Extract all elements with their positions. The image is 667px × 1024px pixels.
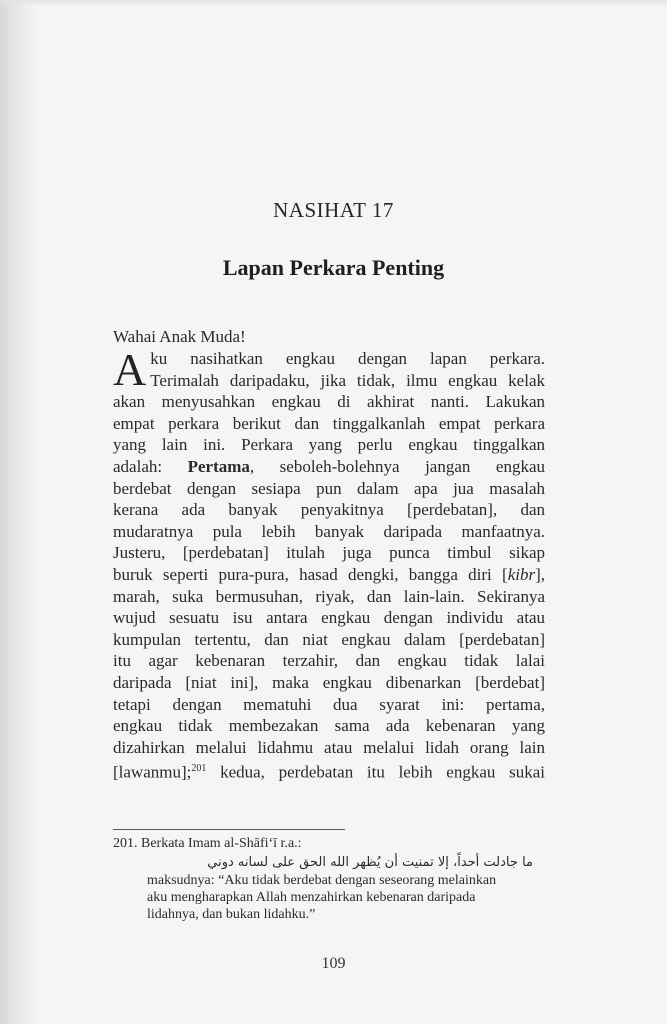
body-line	[113, 758, 545, 780]
body-line: yang lain ini. Perkara yang perlu engkau tinggalkan	[113, 435, 545, 455]
body-line: ku nasihatkan engkau dengan lapan perkara.	[150, 349, 545, 368]
page-number: 109	[321, 955, 346, 972]
body-line: wujud sesuatu isu antara engkau dengan individu atau	[113, 608, 545, 628]
body-line: mudaratnya pula lebih banyak daripada manfaatnya.	[113, 521, 545, 541]
page-gutter-shadow	[0, 0, 38, 1024]
body-line: marah, suka bermusuhan, riyak, dan lain-lain. Sekiranya	[113, 586, 545, 606]
greeting-line: Wahai Anak Muda!	[113, 327, 246, 346]
body-line: berdebat dengan sesiapa pun dalam apa jua masalah	[113, 478, 545, 498]
footnote-heading: 201. Berkata Imam al-Shāfi‘ī r.a.:	[113, 836, 302, 851]
body-paragraph	[113, 344, 545, 782]
footnote-line: maksudnya: “Aku tidak berdebat dengan seseorang melainkan	[147, 873, 497, 888]
emphasis-pertama: Pertama	[187, 456, 250, 476]
body-text-fragment: buruk seperti pura-pura, hasad dengki, bangga diri [	[113, 564, 508, 584]
page-top-edge	[0, 0, 667, 6]
body-text-fragment: [lawanmu];	[113, 762, 192, 782]
body-line: kumpulan tertentu, dan niat engkau dalam [perdebatan]	[113, 629, 545, 649]
footnote-divider	[113, 829, 345, 830]
body-line: Justeru, [perdebatan] itulah juga punca timbul sikap	[113, 543, 545, 563]
body-text-fragment: kedua, perdebatan itu lebih engkau sukai	[206, 762, 545, 782]
drop-cap: A	[113, 344, 147, 395]
footnote-line: lidahnya, dan bukan lidahku.”	[147, 907, 316, 922]
footnote	[113, 835, 545, 923]
body-line: daripada [niat ini], maka engkau dibenarkan [berdebat]	[113, 672, 545, 692]
section-title: Lapan Perkara Penting	[222, 255, 445, 280]
body-line: kerana ada banyak penyakitnya [perdebatan], dan	[113, 500, 545, 520]
body-line: dizahirkan melalui lidahmu atau melalui lidah orang lain	[113, 737, 545, 757]
body-line: engkau tidak membezakan sama ada kebenaran yang	[113, 716, 545, 736]
body-line: Terimalah daripadaku, jika tidak, ilmu engkau kelak	[150, 370, 545, 390]
term-kibr: kibr	[507, 564, 536, 584]
body-line: empat perkara berikut dan tinggalkanlah empat perkara	[113, 413, 545, 433]
body-text-fragment: , seboleh-bolehnya jangan engkau	[249, 456, 545, 476]
body-line	[113, 564, 545, 586]
body-text-fragment: ],	[535, 564, 545, 584]
footnote-arabic-quote: ما جادلت أحداً، إلا تمنيت أن يُظهر الله الحق على لسانه دوني	[207, 855, 533, 870]
body-line: itu agar kebenaran terzahir, dan engkau tidak lalai	[113, 651, 545, 671]
footnote-line: aku mengharapkan Allah menzahirkan kebenaran daripada	[147, 890, 476, 905]
chapter-title: NASIHAT 17	[273, 198, 394, 222]
body-line: tetapi dengan mematuhi dua syarat ini: pertama,	[113, 694, 545, 714]
body-text-fragment: adalah:	[113, 456, 188, 476]
footnote-reference[interactable]: 201	[191, 763, 207, 775]
body-line	[113, 456, 545, 478]
body-line: akan menyusahkan engkau di akhirat nanti. Lakukan	[113, 392, 545, 412]
